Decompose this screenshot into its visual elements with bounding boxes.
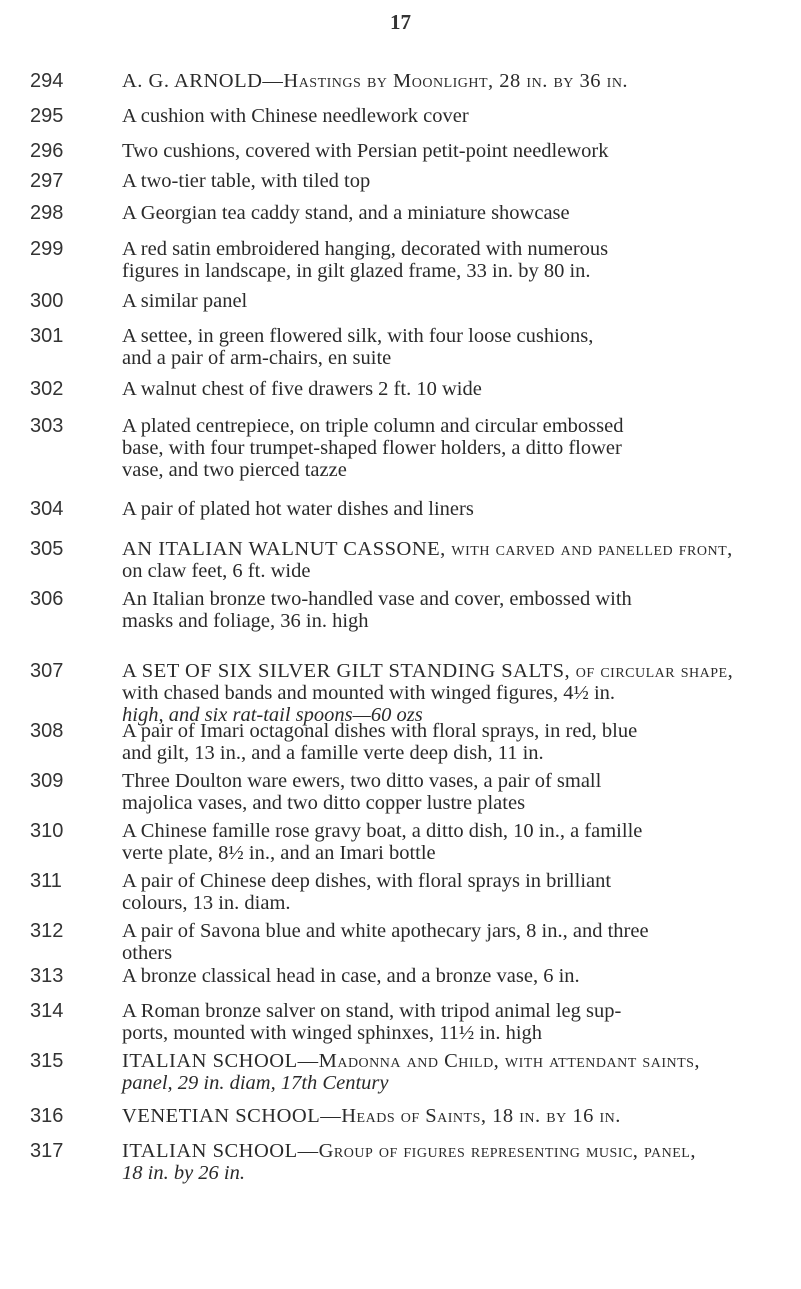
lot-number: 311 — [30, 870, 62, 892]
lot-number: 304 — [30, 498, 64, 520]
lot-description — [122, 920, 782, 964]
lot-number: 314 — [30, 1000, 64, 1022]
lot-description-line: vase, and two pierced tazze — [122, 459, 347, 481]
lot-description — [122, 70, 782, 92]
lot-description-line: colours, 13 in. diam. — [122, 892, 291, 914]
lot-description-line: base, with four trumpet-shaped flower holders, a ditto flower — [122, 437, 622, 459]
lot-description-line: figures in landscape, in gilt glazed frame, 33 in. by 80 in. — [122, 260, 591, 282]
lot-description-line: masks and foliage, 36 in. high — [122, 610, 369, 632]
lot-description-line: A two-tier table, with tiled top — [122, 170, 371, 192]
lot-description — [122, 720, 782, 764]
lot-number: 302 — [30, 378, 64, 400]
lot-description-line: A cushion with Chinese needlework cover — [122, 105, 469, 127]
lot-number: 316 — [30, 1105, 64, 1127]
lot-description-line: A pair of Savona blue and white apothecary jars, 8 in., and three — [122, 920, 649, 942]
lot-description — [122, 538, 782, 582]
lot-number: 297 — [30, 170, 64, 192]
lot-description-line: high, and six rat-tail spoons—60 ozs — [122, 704, 423, 726]
lot-description-line: ITALIAN SCHOOL—Madonna and Child, with attendant saints, — [122, 1050, 701, 1072]
lot-description — [122, 415, 782, 481]
lot-number: 300 — [30, 290, 64, 312]
lot-description-line: A Roman bronze salver on stand, with tripod animal leg sup- — [122, 1000, 622, 1022]
lot-number: 295 — [30, 105, 64, 127]
lot-number: 294 — [30, 70, 64, 92]
lot-description — [122, 202, 782, 224]
lot-description — [122, 588, 782, 632]
lot-description-line: panel, 29 in. diam, 17th Century — [122, 1072, 389, 1094]
lot-description-line: with chased bands and mounted with winged figures, 4½ in. — [122, 682, 616, 704]
lot-description — [122, 105, 782, 127]
lot-description-line: A settee, in green flowered silk, with four loose cushions, — [122, 325, 594, 347]
lot-description-line: verte plate, 8½ in., and an Imari bottle — [122, 842, 436, 864]
lot-description-line: A red satin embroidered hanging, decorated with numerous — [122, 238, 609, 260]
lot-number: 296 — [30, 140, 64, 162]
page-number: 17 — [390, 10, 411, 34]
lot-number: 310 — [30, 820, 64, 842]
lot-description-line: AN ITALIAN WALNUT CASSONE, with carved and panelled front, — [122, 538, 733, 560]
lot-description — [122, 770, 782, 814]
lot-description — [122, 660, 782, 726]
lot-description-line: on claw feet, 6 ft. wide — [122, 560, 311, 582]
lot-description-line: ITALIAN SCHOOL—Group of figures representing music, panel, — [122, 1140, 696, 1162]
lot-description — [122, 1050, 782, 1094]
lot-description-line: A walnut chest of five drawers 2 ft. 10 wide — [122, 378, 482, 400]
lot-number: 306 — [30, 588, 64, 610]
lot-description-line: A. G. ARNOLD—Hastings by Moonlight, 28 in. by 36 in. — [122, 70, 629, 92]
lot-description — [122, 498, 782, 520]
lot-description-line: Two cushions, covered with Persian petit-point needlework — [122, 140, 609, 162]
lot-description — [122, 378, 782, 400]
lot-description-line: and a pair of arm-chairs, en suite — [122, 347, 392, 369]
lot-number: 308 — [30, 720, 64, 742]
lot-description-line: Three Doulton ware ewers, two ditto vases, a pair of small — [122, 770, 602, 792]
lot-description-line: A Georgian tea caddy stand, and a miniature showcase — [122, 202, 570, 224]
lot-number: 307 — [30, 660, 64, 682]
lot-description-line: A plated centrepiece, on triple column and circular embossed — [122, 415, 624, 437]
lot-number: 305 — [30, 538, 64, 560]
lot-description — [122, 820, 782, 864]
lot-description — [122, 238, 782, 282]
lot-number: 303 — [30, 415, 64, 437]
lot-description-line: majolica vases, and two ditto copper lustre plates — [122, 792, 526, 814]
lot-description-line: 18 in. by 26 in. — [122, 1162, 245, 1184]
lot-description — [122, 140, 782, 162]
lot-description — [122, 290, 782, 312]
lot-description-line: others — [122, 942, 173, 964]
lot-description-line: A pair of plated hot water dishes and liners — [122, 498, 474, 520]
lot-description — [122, 1105, 782, 1127]
lot-description — [122, 1000, 782, 1044]
lot-number: 312 — [30, 920, 64, 942]
lot-description-line: An Italian bronze two-handled vase and cover, embossed with — [122, 588, 632, 610]
lot-description-line: A pair of Imari octagonal dishes with floral sprays, in red, blue — [122, 720, 638, 742]
lot-number: 313 — [30, 965, 64, 987]
lot-description-line: A Chinese famille rose gravy boat, a ditto dish, 10 in., a famille — [122, 820, 643, 842]
lot-description-line: A similar panel — [122, 290, 248, 312]
lot-description — [122, 870, 782, 914]
lot-number: 309 — [30, 770, 64, 792]
lot-number: 315 — [30, 1050, 64, 1072]
lot-description-line: ports, mounted with winged sphinxes, 11½ in. high — [122, 1022, 543, 1044]
lot-description-line: and gilt, 13 in., and a famille verte deep dish, 11 in. — [122, 742, 544, 764]
lot-description — [122, 325, 782, 369]
lot-number: 298 — [30, 202, 64, 224]
lot-number: 299 — [30, 238, 64, 260]
lot-number: 317 — [30, 1140, 64, 1162]
lot-number: 301 — [30, 325, 64, 347]
lot-description — [122, 170, 782, 192]
lot-description-line: A SET OF SIX SILVER GILT STANDING SALTS, of circular shape, — [122, 660, 734, 682]
lot-description-line: A bronze classical head in case, and a bronze vase, 6 in. — [122, 965, 580, 987]
lot-description — [122, 965, 782, 987]
lot-description — [122, 1140, 782, 1184]
lot-description-line: VENETIAN SCHOOL—Heads of Saints, 18 in. by 16 in. — [122, 1105, 621, 1127]
lot-description-line: A pair of Chinese deep dishes, with floral sprays in brilliant — [122, 870, 612, 892]
